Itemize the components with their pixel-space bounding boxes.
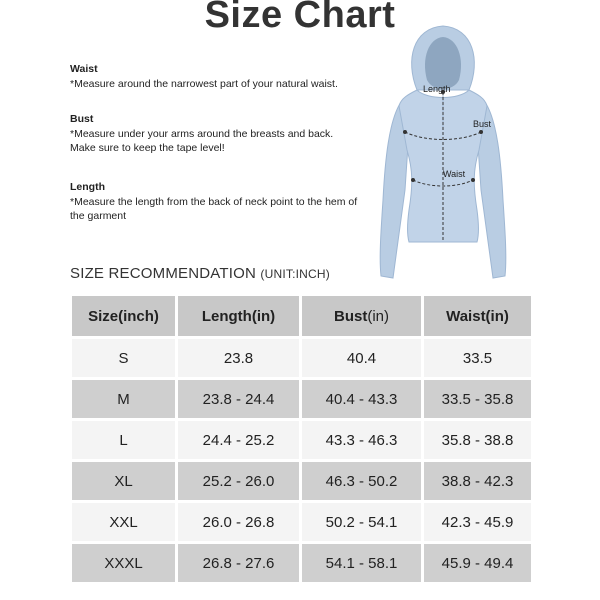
header-length: Length(in) [177,295,301,338]
cell-bust: 50.2 - 54.1 [301,502,423,543]
cell-bust: 54.1 - 58.1 [301,543,423,584]
measure-length [70,180,360,223]
measure-length-text: *Measure the length from the back of neck point to the hem of the garment [70,196,358,222]
cell-bust: 43.3 - 46.3 [301,420,423,461]
measure-length-heading: Length [70,181,105,193]
measure-waist-heading: Waist [70,63,98,75]
header-size: Size(inch) [71,295,177,338]
cell-size: S [71,338,177,379]
table-row [71,461,533,502]
recommendation-title: SIZE RECOMMENDATION [70,265,257,282]
table-row [71,420,533,461]
cell-waist: 35.8 - 38.8 [423,420,533,461]
table-row [71,543,533,584]
measure-waist-text: *Measure around the narrowest part of your natural waist. [70,78,338,90]
table-row [71,502,533,543]
table-row [71,338,533,379]
header-bust: Bust(in) [301,295,423,338]
cell-length: 26.8 - 27.6 [177,543,301,584]
cell-bust: 40.4 [301,338,423,379]
page-title: Size Chart [204,0,396,36]
cell-waist: 45.9 - 49.4 [423,543,533,584]
cell-length: 25.2 - 26.0 [177,461,301,502]
figure-label-waist: Waist [443,169,466,179]
cell-length: 23.8 [177,338,301,379]
cell-waist: 33.5 [423,338,533,379]
cell-length: 26.0 - 26.8 [177,502,301,543]
cell-size: L [71,420,177,461]
size-recommendation-heading [70,265,330,282]
measure-bust-text: *Measure under your arms around the breasts and back. Make sure to keep the tape level! [70,128,334,154]
measure-bust [70,112,360,155]
cell-length: 24.4 - 25.2 [177,420,301,461]
cell-waist: 42.3 - 45.9 [423,502,533,543]
cell-bust: 40.4 - 43.3 [301,379,423,420]
cell-size: XXL [71,502,177,543]
cell-size: XXXL [71,543,177,584]
cell-length: 23.8 - 24.4 [177,379,301,420]
recommendation-unit: (UNIT:INCH) [260,267,330,281]
cell-waist: 38.8 - 42.3 [423,461,533,502]
figure-label-bust: Bust [473,119,492,129]
table-header-row [71,295,533,338]
table-row [71,379,533,420]
figure-label-length: Length [423,84,451,94]
size-table [69,293,534,585]
cell-bust: 46.3 - 50.2 [301,461,423,502]
measure-bust-heading: Bust [70,113,94,125]
header-waist: Waist(in) [423,295,533,338]
measure-waist [70,62,360,91]
cell-size: XL [71,461,177,502]
cell-size: M [71,379,177,420]
cell-waist: 33.5 - 35.8 [423,379,533,420]
hoodie-figure [355,20,530,285]
